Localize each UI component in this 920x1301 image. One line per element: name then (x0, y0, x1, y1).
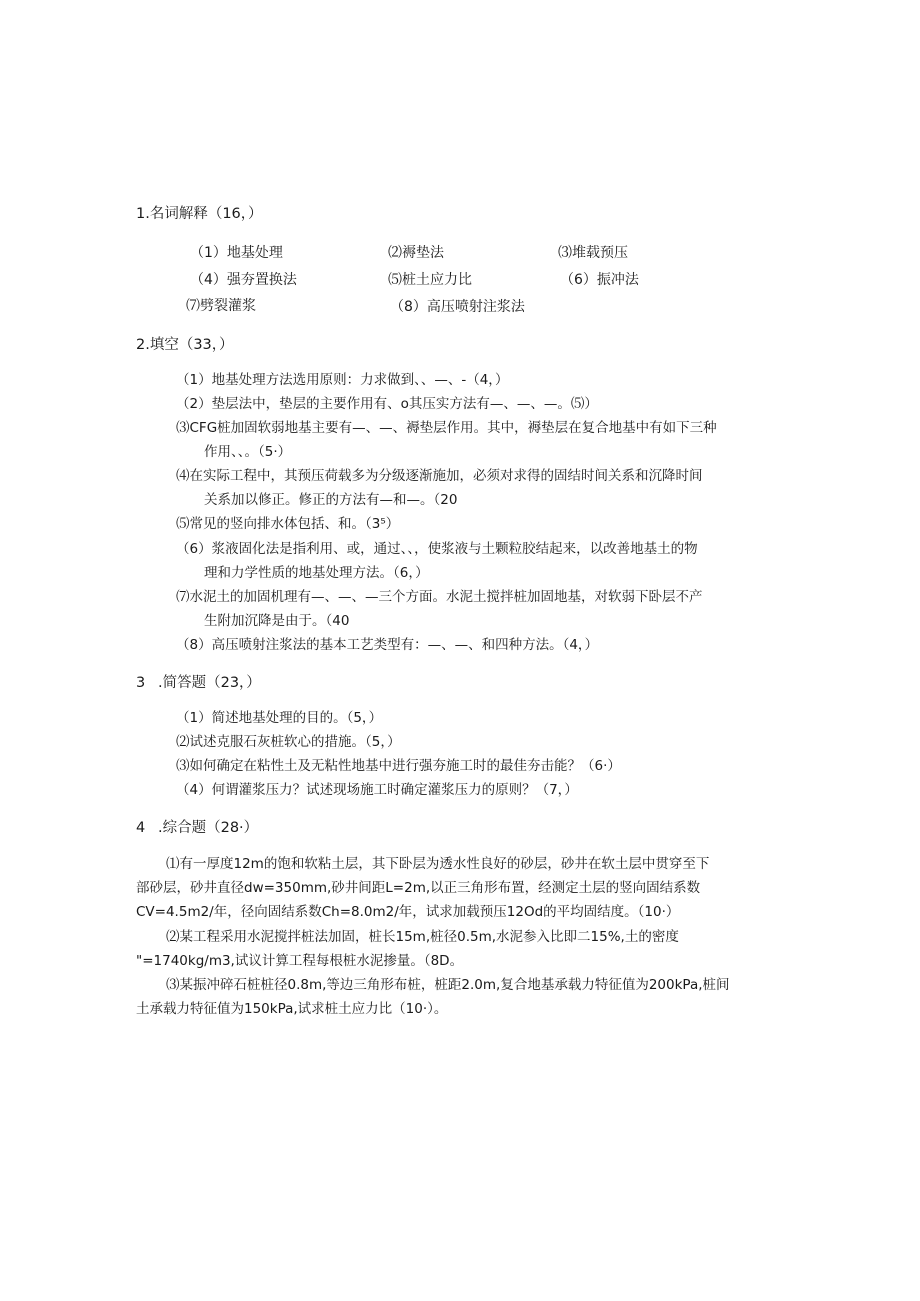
fill-item-5: ⑸常见的竖向排水体包括、和。（3⁵） (176, 516, 400, 532)
term-8: （8）高压喷射注浆法 (390, 299, 525, 315)
fill-item-8: （8）高压喷射注浆法的基本工艺类型有：—、—、和四种方法。（4，） (176, 637, 599, 653)
problem-1-line-1: ⑴有一厚度12m的饱和软粘土层，其下卧层为透水性良好的砂层，砂井在软土层中贯穿至下 (166, 856, 710, 872)
fill-item-3: ⑶CFG桩加固软弱地基主要有—、—、褥垫层作用。其中，褥垫层在复合地基中有如下三种 (176, 420, 717, 436)
short-answer-1: （1）简述地基处理的目的。（5，） (176, 710, 383, 726)
term-2: ⑵褥垫法 (388, 245, 444, 261)
problem-1-line-2: 部砂层，砂井直径dw=350mm,砂井间距L=2m,以正三角形布置，经测定土层的竖向固结系数 (136, 880, 701, 896)
fill-item-4-cont: 关系加以修正。修正的方法有—和—。（20 (204, 492, 458, 508)
fill-item-6: （6）浆液固化法是指利用、或，通过、、，使浆液与土颗粒胶结起来，以改善地基土的物 (176, 541, 698, 557)
section-4-heading: .综合题（28·） (158, 820, 259, 836)
fill-item-1: （1）地基处理方法选用原则：力求做到、、—、-（4，） (176, 372, 509, 388)
fill-item-3-cont: 作用、、。（5·） (204, 444, 292, 460)
problem-3-line-2: 土承载力特征值为150kPa,试求桩土应力比（10·）。 (136, 1001, 448, 1017)
term-3: ⑶堆载预压 (558, 245, 628, 261)
section-1-heading: 1.名词解释（16，） (136, 206, 263, 222)
term-1: （1）地基处理 (190, 245, 283, 261)
fill-item-7-cont: 生附加沉降是由于。（40 (204, 613, 350, 629)
section-3-number: 3 (136, 675, 146, 691)
term-5: ⑸桩土应力比 (388, 272, 472, 288)
fill-item-6-cont: 理和力学性质的地基处理方法。（6，） (204, 565, 429, 581)
fill-item-4: ⑷在实际工程中，其预压荷载多为分级逐渐施加，必须对求得的固结时间关系和沉降时间 (176, 468, 703, 484)
short-answer-4: （4）何谓灌浆压力？试述现场施工时确定灌浆压力的原则？（7，） (176, 782, 578, 798)
term-4: （4）强夯置换法 (190, 272, 297, 288)
term-6: （6）振冲法 (560, 272, 639, 288)
problem-1-line-3: CV=4.5m2∕年，径向固结系数Ch=8.0m2∕年，试求加载预压12Od的平均固结度。（10·） (136, 904, 680, 920)
term-7: ⑺劈裂灌浆 (186, 298, 256, 314)
fill-item-7: ⑺水泥土的加固机理有—、—、—三个方面。水泥土搅拌桩加固地基，对软弱下卧层不产 (176, 589, 703, 605)
problem-3-line-1: ⑶某振冲碎石桩桩径0.8m,等边三角形布桩，桩距2.0m,复合地基承载力特征值为200kPa,桩间 (166, 977, 730, 993)
section-4-number: 4 (136, 820, 146, 836)
section-2-heading: 2.填空（33，） (136, 337, 234, 353)
problem-2-line-2: "=1740kg∕m3,试议计算工程每根桩水泥掺量。（8D。 (136, 953, 464, 969)
problem-2-line-1: ⑵某工程采用水泥搅拌桩法加固，桩长15m,桩径0.5m,水泥参入比即二15%,土的密度 (166, 929, 679, 945)
short-answer-2: ⑵试述克服石灰桩软心的措施。（5，） (176, 734, 401, 750)
fill-item-2: （2）垫层法中，垫层的主要作用有、o其压实方法有—、—、—。⑸） (176, 396, 598, 412)
section-3-heading: .简答题（23，） (158, 675, 261, 691)
short-answer-3: ⑶如何确定在粘性土及无粘性地基中进行强夯施工时的最佳夯击能？（6·） (176, 758, 621, 774)
